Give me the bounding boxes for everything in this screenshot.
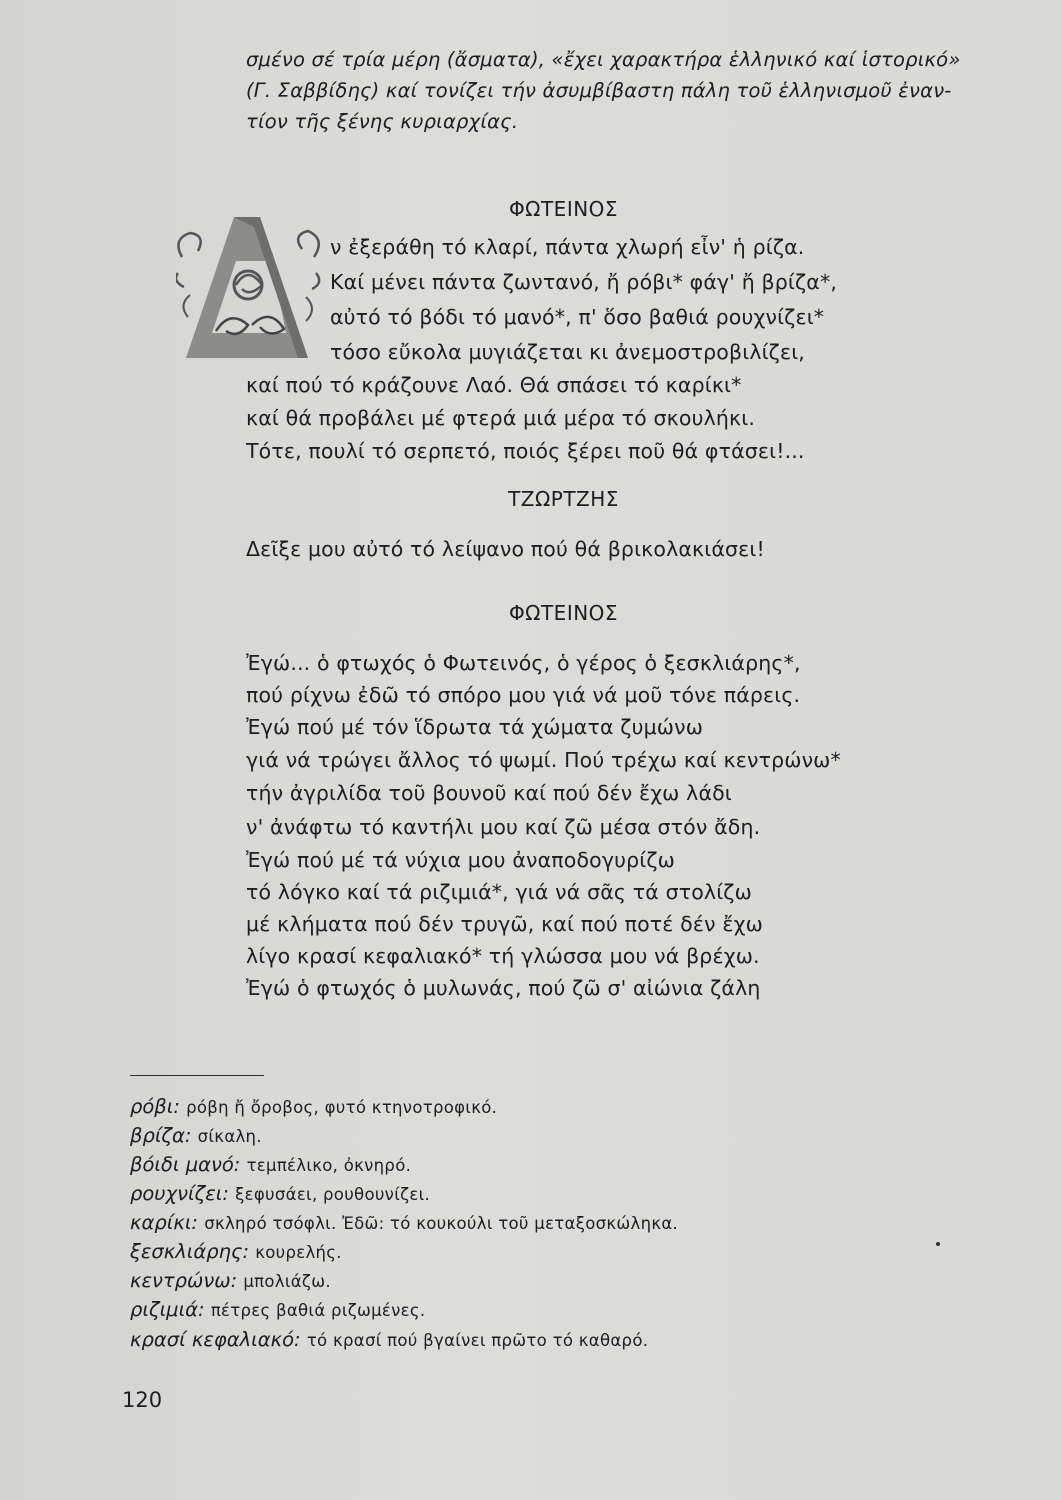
footnote	[130, 1298, 425, 1321]
footnote-term: βόιδι μανό:	[130, 1153, 241, 1176]
intro-line: σμένο σέ τρία μέρη (ἄσματα), «ἔχει χαρακτήρα ἑλληνικό καί ἱστορικό»	[246, 48, 961, 71]
verse-line: Ἐγώ... ὁ φτωχός ὁ Φωτεινός, ὁ γέρος ὁ ξεσκλιάρης*,	[246, 651, 801, 675]
intro-line: τίον τῆς ξένης κυριαρχίας.	[246, 110, 519, 133]
footnote-term: βρίζα:	[130, 1124, 192, 1147]
verse-line: ν' ἀνάφτω τό καντήλι μου καί ζῶ μέσα στόν ἄδη.	[246, 815, 761, 839]
verse-line: Ἐγώ πού μέ τόν ἵδρωτα τά χώματα ζυμώνω	[246, 715, 704, 739]
intro-line: (Γ. Σαββίδης) καί τονίζει τήν ἀσυμβίβαστη πάλη τοῦ ἑλληνισμοῦ ἐναν-	[246, 79, 952, 102]
verse-line: λίγο κρασί κεφαλιακό* τή γλώσσα μου νά βρέχω.	[246, 944, 760, 968]
footnote-definition: ρόβη ἤ ὄροβος, φυτό κτηνοτροφικό.	[186, 1098, 498, 1117]
verse-line: τόσο εὔκολα μυγιάζεται κι ἀνεμοστροβιλίζει,	[330, 340, 805, 364]
verse-line: Καί μένει πάντα ζωντανό, ἤ ρόβι* φάγ' ἤ βρίζα*,	[330, 270, 838, 294]
speaker-heading: ΦΩΤΕΙΝΟΣ	[508, 197, 619, 221]
footnote-term: κρασί κεφαλιακό:	[130, 1328, 301, 1351]
verse-line: μέ κλήματα πού δέν τρυγῶ, καί πού ποτέ δέν ἔχω	[246, 912, 763, 936]
verse-line: ν ἐξεράθη τό κλαρί, πάντα χλωρή εἶν' ἡ ρίζα.	[330, 235, 805, 259]
footnote-definition: ξεφυσάει, ρουθουνίζει.	[235, 1185, 431, 1204]
footnote-term: ριζιμιά:	[130, 1298, 205, 1321]
footnote	[130, 1182, 430, 1205]
ink-speck	[936, 1242, 940, 1246]
ornamental-drop-cap	[176, 213, 326, 363]
footnote	[130, 1153, 411, 1176]
footnote-term: ρόβι:	[130, 1095, 180, 1118]
footnote-term: ρουχνίζει:	[130, 1182, 229, 1205]
verse-line: Δεῖξε μου αὐτό τό λείψανο πού θά βρικολακιάσει!	[246, 537, 765, 561]
footnote-definition: πέτρες βαθιά ριζωμένες.	[210, 1301, 426, 1320]
verse-line: Τότε, πουλί τό σερπετό, ποιός ξέρει ποῦ θά φτάσει!...	[246, 439, 805, 463]
footnote	[130, 1211, 678, 1234]
verse-line: Ἐγώ ὁ φτωχός ὁ μυλωνάς, πού ζῶ σ' αἰώνια ζάλη	[246, 976, 761, 1000]
verse-line: Ἐγώ πού μέ τά νύχια μου ἀναποδογυρίζω	[246, 848, 676, 872]
page-number: 120	[122, 1388, 163, 1412]
footnote-term: ξεσκλιάρης:	[130, 1240, 250, 1263]
verse-line: τό λόγκο καί τά ριζιμιά*, γιά νά σᾶς τά στολίζω	[246, 880, 752, 904]
footnote-definition: τεμπέλικο, ὀκνηρό.	[246, 1156, 412, 1175]
speaker-heading: ΦΩΤΕΙΝΟΣ	[508, 601, 619, 625]
footnote-definition: μπολιάζω.	[243, 1272, 331, 1291]
verse-line: αὐτό τό βόδι τό μανό*, π' ὅσο βαθιά ρουχνίζει*	[330, 305, 825, 329]
footnote	[130, 1269, 331, 1292]
footnote-divider	[130, 1075, 264, 1076]
speaker-heading: ΤΖΩΡΤΖΗΣ	[508, 487, 619, 511]
footnote-definition: σίκαλη.	[197, 1127, 262, 1146]
footnote	[130, 1328, 648, 1351]
footnote	[130, 1124, 262, 1147]
verse-line: γιά νά τρώγει ἄλλος τό ψωμί. Πού τρέχω καί κεντρώνω*	[246, 748, 841, 772]
footnote	[130, 1095, 497, 1118]
verse-line: καί πού τό κράζουνε Λαό. Θά σπάσει τό καρίκι*	[246, 373, 742, 397]
verse-line: πού ρίχνω ἐδῶ τό σπόρο μου γιά νά μοῦ τόνε πάρεις.	[246, 683, 801, 707]
footnote-definition: κουρελής.	[255, 1243, 342, 1262]
footnote-term: κεντρώνω:	[130, 1269, 238, 1292]
footnote-definition: τό κρασί πού βγαίνει πρῶτο τό καθαρό.	[306, 1331, 649, 1350]
verse-line: καί θά προβάλει μέ φτερά μιά μέρα τό σκουλήκι.	[246, 406, 756, 430]
footnote-definition: σκληρό τσόφλι. Ἐδῶ: τό κουκούλι τοῦ μεταξοσκώληκα.	[204, 1214, 679, 1233]
footnote	[130, 1240, 342, 1263]
footnote-term: καρίκι:	[130, 1211, 198, 1234]
verse-line: τήν ἀγριλίδα τοῦ βουνοῦ καί πού δέν ἔχω λάδι	[246, 781, 732, 805]
intro-paragraph	[246, 44, 976, 137]
